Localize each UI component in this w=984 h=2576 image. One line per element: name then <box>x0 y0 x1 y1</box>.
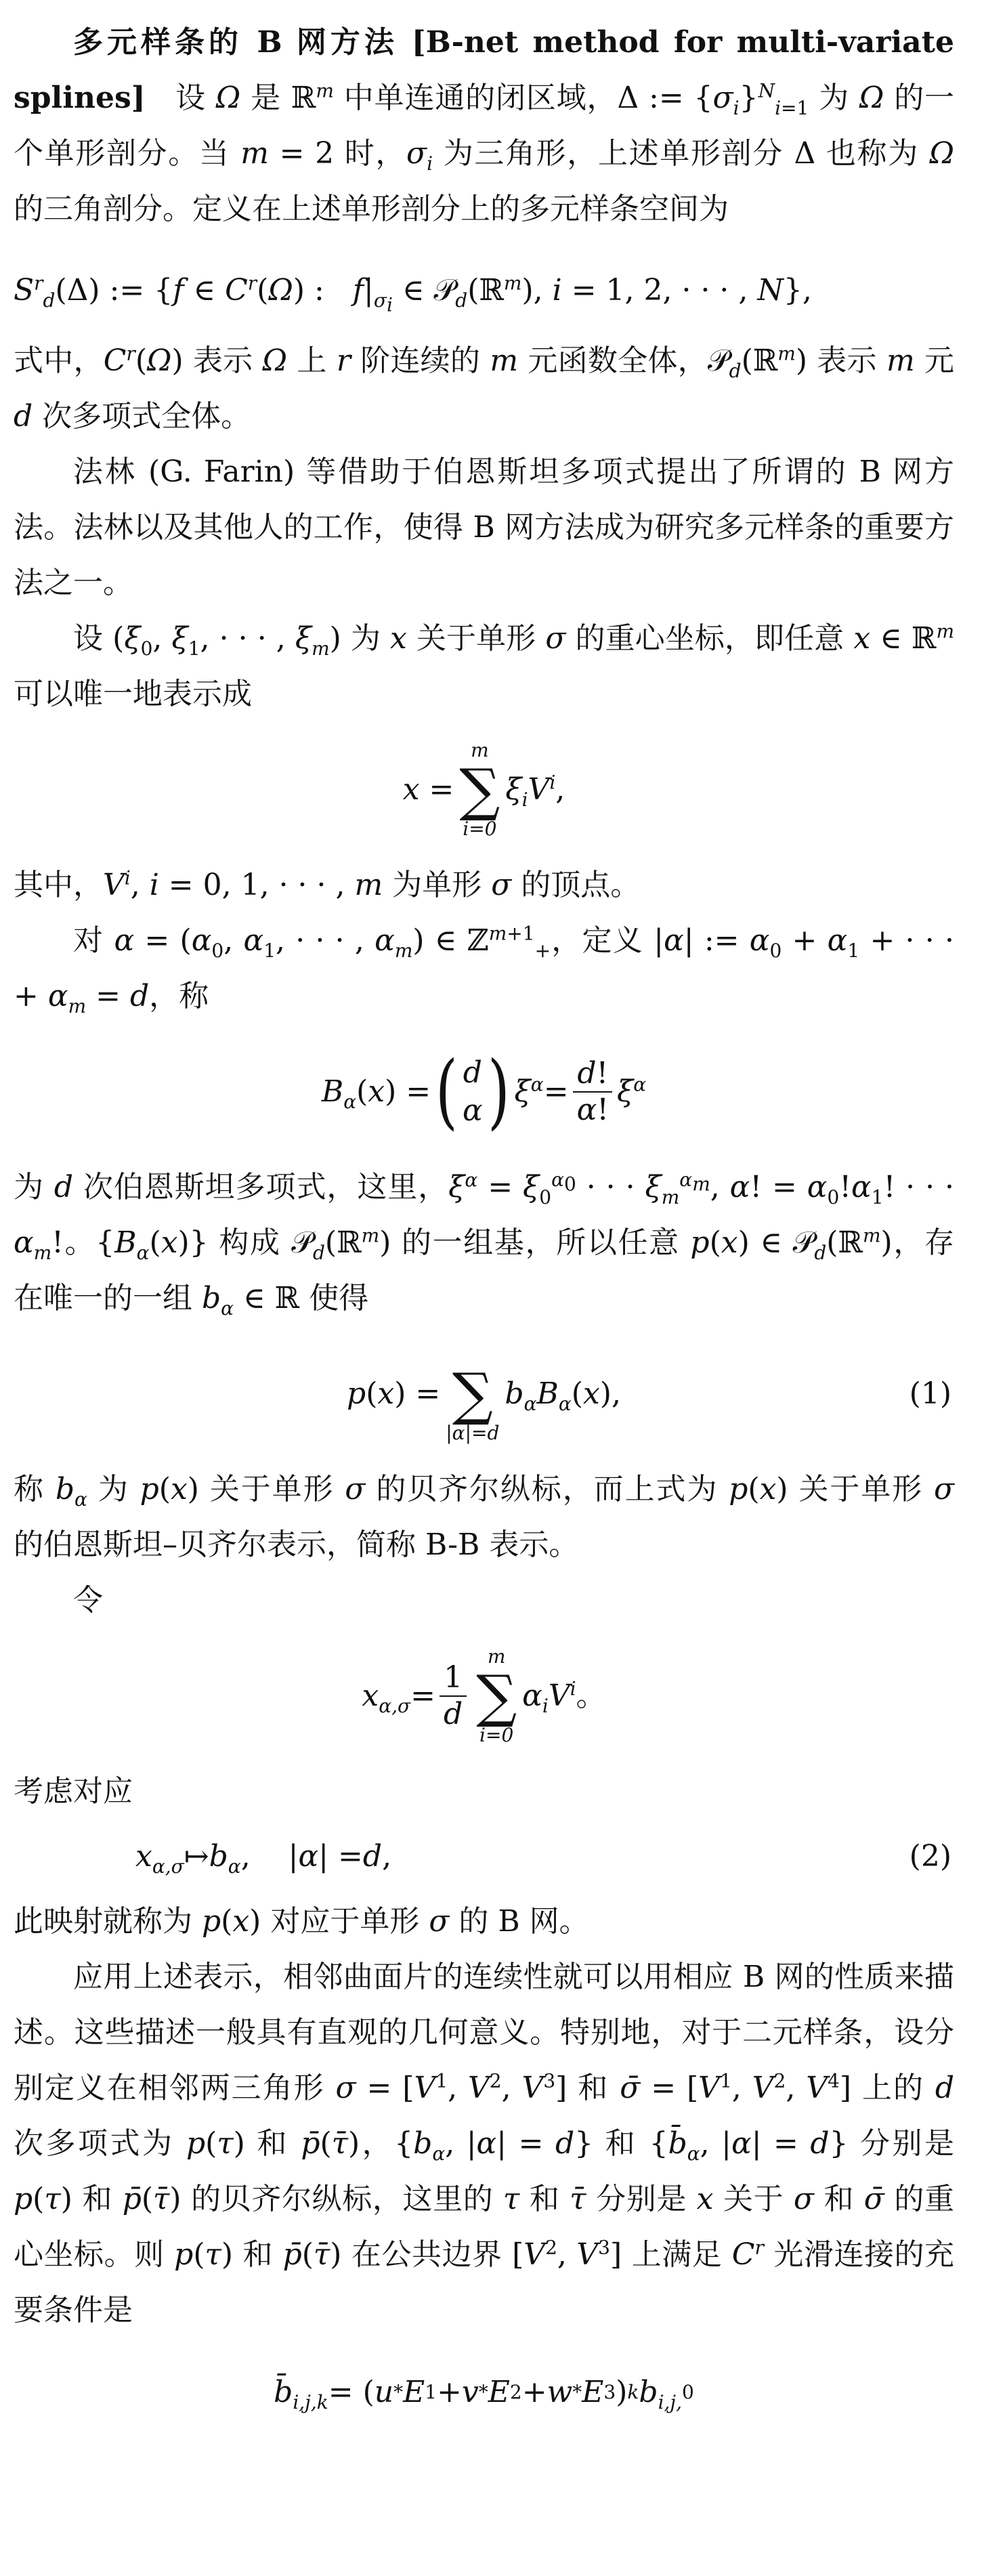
paragraph-multi-index: 对 $\alpha = (\alpha_0$, $\alpha_1$, · · · , $\alpha_m$) ∈ ℤ$^{m+1}_+$，定义 |α| := $\alpha_0 + \alpha_1$ + · · · + $\alpha_m = d$，称 <box>14 922 954 1017</box>
paragraph-farin: 法林 (G. Farin) 等借助于伯恩斯坦多项式提出了所谓的 B 网方法。法林以及其他人的工作，使得 B 网方法成为研究多元样条的重要方法之一。 <box>14 455 954 600</box>
paragraph-correspondence: 考虑对应 <box>14 1774 133 1809</box>
paragraph-b-net: 此映射就称为 p(x) 对应于单形 σ 的 B 网。 <box>14 1904 589 1939</box>
paragraph-definition: 多元样条的 B 网方法 [B-net method for multi-variate splines] 设 Ω 是 ℝ$^m$ 中单连通的闭区域，Δ := $\{\sigma_i\}^N_{i=1}$ 为 Ω 的一个单形剖分。当 m = 2 时，$\sigma_i$ 为三角形，上述单形剖分 Δ 也称为 Ω 的三角剖分。定义在上述单形剖分上的多元样条空间为 <box>14 25 955 226</box>
paragraph-let: 令 <box>73 1583 103 1618</box>
paragraph-barycentric: 设 ($\xi_0$, $\xi_1$, · · · , $\xi_m$) 为 x 关于单形 σ 的重心坐标，即任意 x ∈ ℝ$^m$ 可以唯一地表示成 <box>14 620 955 711</box>
paragraph-bezier-ordinates: 称 $b_\alpha$ 为 p(x) 关于单形 σ 的贝齐尔纵标，而上式为 p(x) 关于单形 σ 的伯恩斯坦–贝齐尔表示，简称 B-B 表示。 <box>14 1472 955 1562</box>
paragraph-smoothness: 应用上述表示，相邻曲面片的连续性就可以用相应 B 网的性质来描述。这些描述一般具有直观的几何意义。特别地，对于二元样条，设分别定义在相邻两三角形 $\sigma = [V^1$, $V^2$, $V^3$] 和 σ̄ = [$V^1$, $V^2$, $V^4$] 上的 d 次多项式为 p(τ) 和 p̄(τ̄)，{$b_\alpha$, |α| = d} 和 {$b̄_\alpha$, |α| = d} 分别是 p(τ) 和 p̄(τ̄) 的贝齐尔纵标，这里的 τ 和 τ̄ 分别是 x 关于 σ 和 σ̄ 的重心坐标。则 p(τ) 和 p̄(τ̄) 在公共边界 [$V^2$, $V^3$] 上满足 $C^r$ 光滑连接的充要条件是 <box>14 1960 955 2327</box>
equation-barycentric-sum: x = m ∑ i=0 $\xi_iV^i$ , <box>402 739 565 840</box>
paragraph-vertices: 其中，$V^i$, i = 0, 1, · · · , m 为单形 σ 的顶点。 <box>14 866 641 902</box>
paragraph-bernstein-basis: 为 d 次伯恩斯坦多项式，这里，$\xi^\alpha = \xi_0^{\alpha_0}$ · · · $\xi_m^{\alpha_m}$, α! = $\alpha_0!\alpha_1$! · · · $\alpha_m$!。$\{B_\alpha(x)\}$ 构成 𝒫$_d$(ℝ$^m$) 的一组基，所以任意 p(x) ∈ 𝒫$_d$(ℝ$^m$)，存在唯一的一组 $b_\alpha$ ∈ ℝ 使得 <box>14 1168 955 1319</box>
equation-number-1: (1) <box>909 1376 951 1411</box>
paragraph-notation: 式中，$C^r(\Omega)$ 表示 Ω 上 r 阶连续的 m 元函数全体，𝒫$_d$(ℝ$^m$) 表示 m 元 d 次多项式全体。 <box>14 342 954 434</box>
equation-bernstein: $B_\alpha$ ( x ) = ( d α ) $\xi^\alpha$ = $\frac{d!}{\alpha!}$ $\xi^\alpha$ <box>321 1044 647 1139</box>
equation-spline-space: $S^r_d(\Delta)$ := {f ∈ $C^r(\Omega)$ : $f|_{\sigma_i}$ ∈ 𝒫$_d$(ℝ$^m$), i = 1, 2, · · · , N}, <box>14 272 812 316</box>
equation-mapping: $x_{\alpha,\sigma}$ ↦ $b_\alpha$ , | α | = d , (2) <box>14 1819 954 1894</box>
entry-title: 多元样条的 B 网方法 <box>73 25 398 60</box>
entry-title-english: [B-net method for multi-variate splines] <box>14 25 954 115</box>
equation-domain-point: $x_{\alpha,\sigma}$ = $\frac{1}{d}$ m ∑ i=0 $\alpha_iV^i$ 。 <box>362 1645 606 1746</box>
equation-bb-representation: p ( x ) = ∑ |α|=d $b_\alpha B_\alpha$ ( x ), (1) <box>347 1361 951 1444</box>
equation-number-2: (2) <box>909 1839 951 1874</box>
equation-smoothness-condition: $b̄_{i,j,k}$ = ( u * E 1 + v * E 2 + w * E 3 ) k $b_{i,j,}$ 0 <box>274 2375 694 2413</box>
